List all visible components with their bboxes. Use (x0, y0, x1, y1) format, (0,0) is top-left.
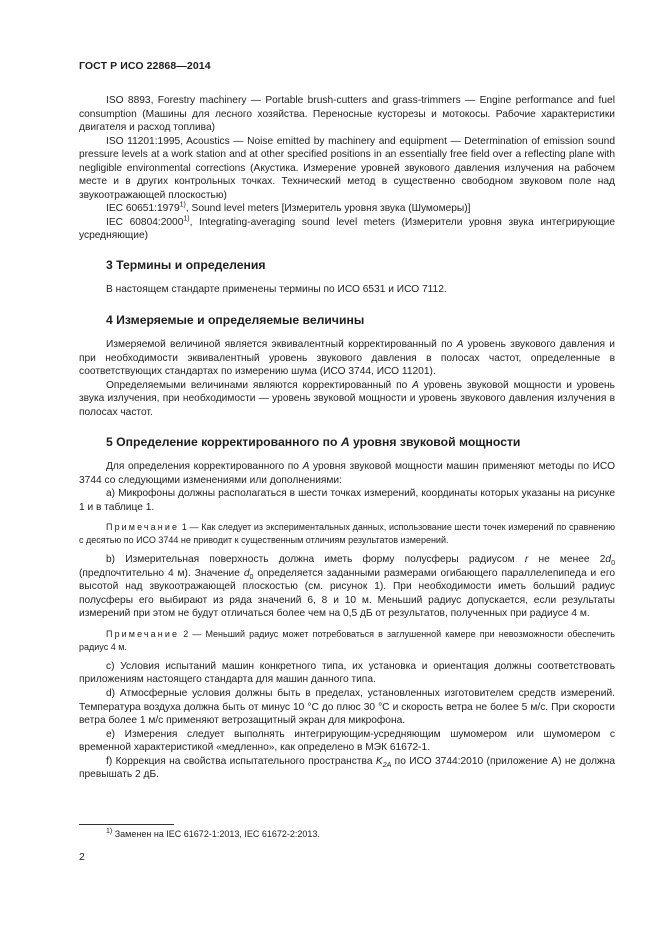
item-e: e) Измерения следует выполнять интегрирующим-усредняющим шумомером или шумомером с временной характеристикой «медленно», как определено в МЭК 61672-1. (79, 728, 615, 754)
item-f: f) Коррекция на свойства испытательного пространства $K_{2A}$ по ИСО 3744:2010 (приложение А) не должна превышать 2 дБ. (79, 755, 615, 781)
section-3 (79, 258, 615, 297)
section-4-paragraph-1: Измеряемой величиной является эквивалентный корректированный по A уровень звукового давления и при необходимости эквивалентный уровень звукового давления в полосах частот, определенные в соответствующих стандартах по измерению шума (ИСО 3744, ИСО 11201). (79, 339, 615, 378)
section-5 (79, 435, 615, 782)
note-2: Примечание 2 — Меньший радиус может потребоваться в заглушенной камере при невозможности обеспечить радиус 4 м. (79, 628, 615, 652)
ref-iso-11201: ISO 11201:1995, Acoustics — Noise emitted by machinery and equipment — Determination of emission sound pressure levels at a work station and at other specified positions in an essentially free field over a reflecting plane with negligible environmental corrections (Акустика. Измерение уровней звукового давления излучения на рабочем месте и в других контрольных точках. Технический метод в существенно свободном звуковом поле над звукоотражающей плоскостью) (79, 135, 615, 201)
ref-iec-60651: IEC 60651:1979$^{1)}$, Sound level meters [Измеритель уровня звука (Шумомеры)] (106, 201, 471, 215)
section-5-intro: Для определения корректированного по A уровня звуковой мощности машин применяют методы по ИСО 3744 со следующими изменениями или дополнениями: (79, 461, 615, 486)
ref-iso-8893: ISO 8893, Forestry machinery — Portable brush-cutters and grass-trimmers — Engine performance and fuel consumption (Машины для лесного хозяйства. Переносные кусторезы и мотокосы. Рабочие характеристики двигателя и расход топлива) (79, 95, 615, 134)
section-3-paragraph: В настоящем стандарте применены термины по ИСО 6531 и ИСО 7112. (106, 284, 447, 295)
section-3-heading: 3 Термины и определения (106, 258, 266, 272)
note-1: Примечание 1 — Как следует из экспериментальных данных, использование шести точек измерений по сравнению с десятью по ИСО 3744 не приводит к существенным отличиям результатов измерений. (79, 522, 615, 546)
item-a: a) Микрофоны должны располагаться в шести точках измерений, координаты которых указаны на рисунке 1 и в таблице 1. (79, 488, 615, 513)
footnote-mark: 1) (183, 215, 190, 223)
section-4 (79, 313, 615, 419)
section-4-paragraph-2: Определяемыми величинами являются корректированный по A уровень звуковой мощности и уровень звука излучения, при необходимости — уровень звуковой мощности и уровень звукового давления излучения в полосах частот. (79, 379, 615, 418)
references-block (79, 94, 615, 243)
ref-iec-60804: IEC 60804:2000$^{1)}$, Integrating-averaging sound level meters (Измерители уровня звука интегрирующие усредняющие) (79, 215, 615, 242)
section-4-heading: 4 Измеряемые и определяемые величины (106, 313, 365, 327)
section-5-heading: 5 Определение корректированного по A уровня звуковой мощности (106, 435, 521, 449)
footnote-rule (79, 824, 174, 825)
footnote-mark: 1) (179, 201, 186, 209)
item-d: d) Атмосферные условия должны быть в пределах, установленных изготовителем средств измерений. Температура воздуха должна быть от минус 10 °C до плюс 30 °C и скорость ветра не более 5 м/с. При скорости ветра более 1 м/с применяют ветрозащитный экран для микрофона. (79, 688, 615, 727)
footnote: $^{1)}$ Заменен на IEC 61672-1:2013, IEC 61672-2:2013. (106, 828, 320, 839)
page-number: 2 (79, 851, 85, 863)
document-header: ГОСТ Р ИСО 22868—2014 (79, 60, 211, 72)
item-b: b) Измерительная поверхность должна иметь форму полусферы радиусом r не менее $2d_0$ (предпочтительно 4 м). Значение $d_0$ определяется заданными размерами огибающего параллелепипеда и его высотой над звукоотражающей плоскостью (см. рисунок 1). При необходимости иметь больший радиус полусферы его выбирают из ряда значений 6, 8 и 10 м. Меньший радиус допускается, если результаты измерений при этом не будут отличаться более чем на 0,5 дБ от результатов, полученных при радиусе 4 м. (79, 554, 616, 620)
item-c: c) Условия испытаний машин конкретного типа, их установка и ориентация должны соответствовать приложениям настоящего стандарта для машин данного типа. (79, 660, 615, 686)
